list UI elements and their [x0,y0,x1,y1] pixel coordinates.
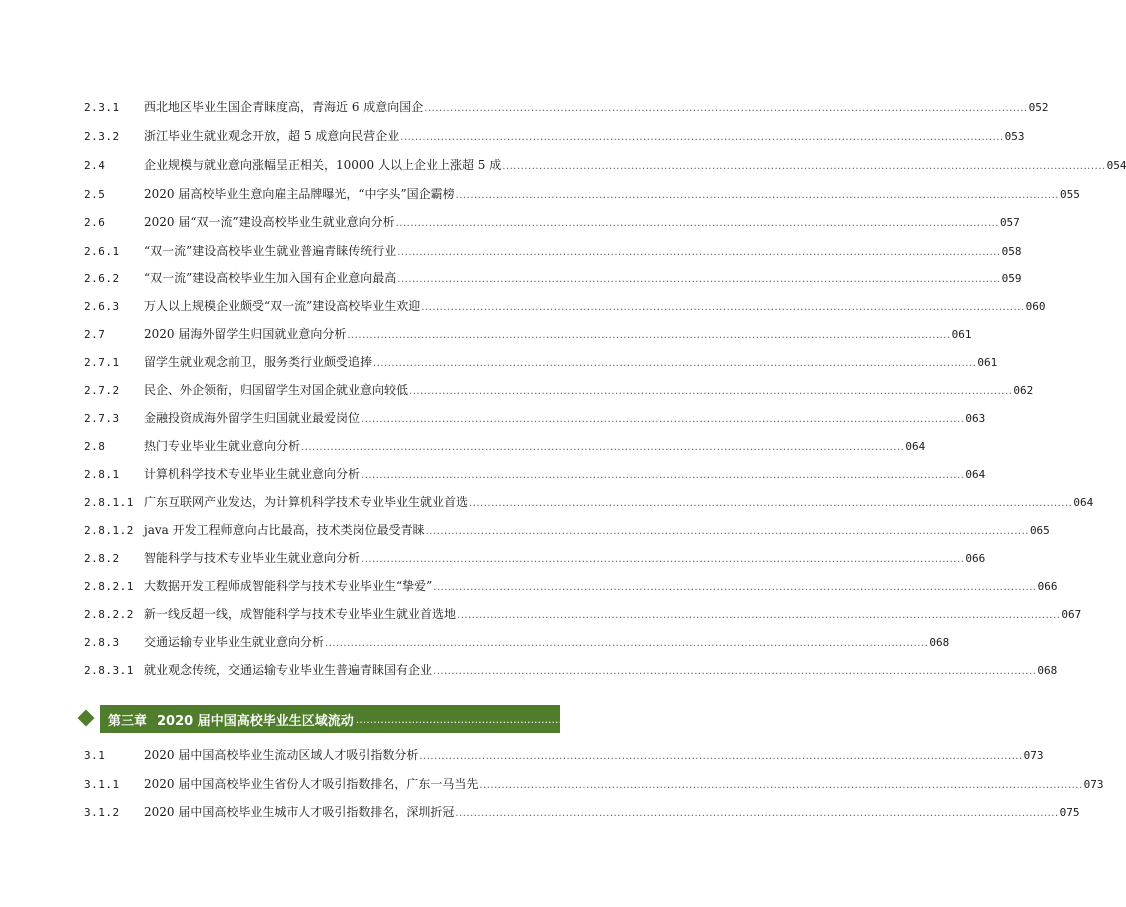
toc-entry-title: 西北地区毕业生国企青睐度高，青海近 6 成意向国企 [144,100,424,114]
toc-leader-dots [502,157,1105,177]
chapter-heading[interactable] [84,705,861,733]
toc-entry[interactable] [84,548,986,568]
toc-entry-number: 2.8 [84,440,106,453]
toc-leader-dots [397,270,1000,290]
toc-entry[interactable] [84,436,926,456]
chapter-title: 2020 届中国高校毕业生区域流动 [157,713,354,729]
toc-leader-dots [433,578,1036,598]
toc-leader-dots [347,326,950,346]
toc-entry-page: 066 [965,552,986,565]
toc-entry-page: 073 [1083,778,1104,791]
toc-entry-number: 2.3.1 [84,101,120,114]
toc-entry[interactable] [84,380,1034,400]
diamond-icon [78,710,95,727]
toc-entry[interactable] [84,352,998,372]
toc-entry-number: 2.8.1.2 [84,524,134,537]
toc-entry[interactable] [84,604,1082,624]
toc-entry-number: 2.6.3 [84,300,120,313]
toc-entry-number: 3.1.2 [84,806,120,819]
toc-entry-page: 067 [1061,608,1082,621]
toc-entry[interactable] [84,324,972,344]
toc-entry-title: 热门专业毕业生就业意向分析 [144,439,301,453]
toc-entry-number: 2.7.2 [84,384,120,397]
toc-leader-dots [400,128,1003,148]
toc-entry-page: 064 [965,468,986,481]
toc-leader-dots [457,606,1060,626]
toc-leader-dots [361,410,964,430]
toc-entry[interactable] [84,241,1022,261]
toc-entry-title: 2020 届中国高校毕业生省份人才吸引指数排名，广东一马当先 [144,777,479,791]
toc-leader-dots [455,804,1058,824]
toc-entry[interactable] [84,408,986,428]
toc-entry-title: 交通运输专业毕业生就业意向分析 [144,635,325,649]
toc-entry-title: 留学生就业观念前卫，服务类行业颇受追捧 [144,355,373,369]
toc-entry[interactable] [84,212,1020,232]
toc-entry[interactable] [84,745,1044,765]
toc-leader-dots [421,298,1024,318]
toc-entry[interactable] [84,464,986,484]
toc-entry-title: 2020 届海外留学生归国就业意向分析 [144,327,347,341]
toc-entry-page: 062 [1013,384,1034,397]
toc-entry-title: 大数据开发工程师成智能科学与技术专业毕业生“挚爱” [144,579,433,593]
toc-leader-dots [373,354,976,374]
toc-entry-number: 2.7 [84,328,106,341]
toc-entry-number: 2.7.1 [84,356,120,369]
toc-entry-number: 3.1 [84,749,106,762]
toc-entry[interactable] [84,184,1080,204]
toc-entry-title: 计算机科学技术专业毕业生就业意向分析 [144,467,361,481]
toc-leader-dots [361,466,964,486]
toc-entry-page: 053 [1004,130,1025,143]
toc-entry-title: 企业规模与就业意向涨幅呈正相关，10000 人以上企业上涨超 5 成 [144,158,502,172]
toc-entry-page: 068 [929,636,950,649]
toc-entry[interactable] [84,660,1058,680]
chapter-page: 071 [833,711,861,727]
toc-entry-page: 057 [999,216,1020,229]
toc-entry-page: 052 [1028,101,1049,114]
toc-leader-dots [456,186,1059,206]
toc-entry-number: 2.8.3 [84,636,120,649]
toc-leader-dots [397,243,1000,263]
toc-entry-page: 054 [1106,159,1126,172]
toc-leader-dots [469,494,1072,514]
toc-entry[interactable] [84,296,1046,316]
toc-entry[interactable] [84,492,1094,512]
toc-entry-page: 065 [1029,524,1050,537]
toc-entry-page: 064 [1073,496,1094,509]
toc-entry-title: “双一流”建设高校毕业生就业普遍青睐传统行业 [144,244,397,258]
toc-entry-number: 2.8.2.1 [84,580,134,593]
toc-leader-dots [424,99,1027,119]
toc-entry-number: 2.6.2 [84,272,120,285]
toc-entry-title: 新一线反超一线，成智能科学与技术专业毕业生就业首选地 [144,607,457,621]
toc-leader-dots [433,662,1036,682]
toc-leader-dots [479,776,1082,796]
toc-leader-dots [409,382,1012,402]
toc-entry-title: 智能科学与技术专业毕业生就业意向分析 [144,551,361,565]
toc-entry[interactable] [84,802,1080,822]
toc-entry-title: “双一流”建设高校毕业生加入国有企业意向最高 [144,271,397,285]
toc-entry[interactable] [84,520,1050,540]
toc-entry-number: 3.1.1 [84,778,120,791]
toc-entry[interactable] [84,774,1104,794]
toc-leader-dots [419,747,1022,767]
toc-entry-title: 2020 届中国高校毕业生城市人才吸引指数排名，深圳折冠 [144,805,455,819]
toc-entry-page: 058 [1001,245,1022,258]
toc-entry[interactable] [84,126,1025,146]
toc-entry-title: 广东互联网产业发达，为计算机科学技术专业毕业生就业首选 [144,495,469,509]
toc-entry-title: 2020 届高校毕业生意向雇主品牌曝光，“中字头”国企霸榜 [144,187,455,201]
toc-entry[interactable] [84,155,1126,175]
toc-entry-number: 2.6 [84,216,106,229]
toc-entry-page: 064 [905,440,926,453]
toc-entry-title: 万人以上规模企业颇受“双一流”建设高校毕业生欢迎 [144,299,421,313]
toc-entry-number: 2.8.2 [84,552,120,565]
toc-entry-number: 2.8.1.1 [84,496,134,509]
toc-entry-title: 2020 届“双一流”建设高校毕业生就业意向分析 [144,215,395,229]
toc-leader-dots [325,634,928,654]
toc-entry-page: 063 [965,412,986,425]
toc-entry-number: 2.5 [84,188,106,201]
toc-entry-number: 2.4 [84,159,106,172]
toc-leader-dots [396,214,999,234]
toc-entry-page: 073 [1023,749,1044,762]
toc-entry-page: 061 [977,356,998,369]
toc-entry-title: 金融投资成海外留学生归国就业最爱岗位 [144,411,361,425]
toc-entry-number: 2.8.3.1 [84,664,134,677]
toc-entry-title: 2020 届中国高校毕业生流动区域人才吸引指数分析 [144,748,419,762]
toc-entry[interactable] [84,97,1049,117]
toc-entry-number: 2.8.1 [84,468,120,481]
toc-entry[interactable] [84,268,1022,288]
toc-entry-number: 2.6.1 [84,245,120,258]
toc-entry-title: 浙江毕业生就业观念开放，超 5 成意向民营企业 [144,129,400,143]
toc-entry-page: 059 [1001,272,1022,285]
toc-entry-title: 就业观念传统，交通运输专业毕业生普遍青睐国有企业 [144,663,433,677]
toc-entry-page: 061 [951,328,972,341]
toc-entry-page: 066 [1037,580,1058,593]
toc-leader-dots [361,550,964,570]
toc-entry-page: 060 [1025,300,1046,313]
toc-leader-dots [426,522,1029,542]
toc-leader-dots [356,713,832,726]
toc-entry[interactable] [84,632,950,652]
chapter-label: 第三章 [108,713,148,729]
chapter-bar [100,705,861,733]
toc-entry-number: 2.3.2 [84,130,120,143]
toc-leader-dots [301,438,904,458]
toc-entry-title: java 开发工程师意向占比最高，技术类岗位最受青睐 [144,523,425,537]
toc-entry-title: 民企、外企领衔，归国留学生对国企就业意向较低 [144,383,409,397]
toc-entry-number: 2.8.2.2 [84,608,134,621]
toc-entry[interactable] [84,576,1058,596]
toc-entry-number: 2.7.3 [84,412,120,425]
toc-entry-page: 075 [1059,806,1080,819]
toc-entry-page: 055 [1059,188,1080,201]
toc-entry-page: 068 [1037,664,1058,677]
